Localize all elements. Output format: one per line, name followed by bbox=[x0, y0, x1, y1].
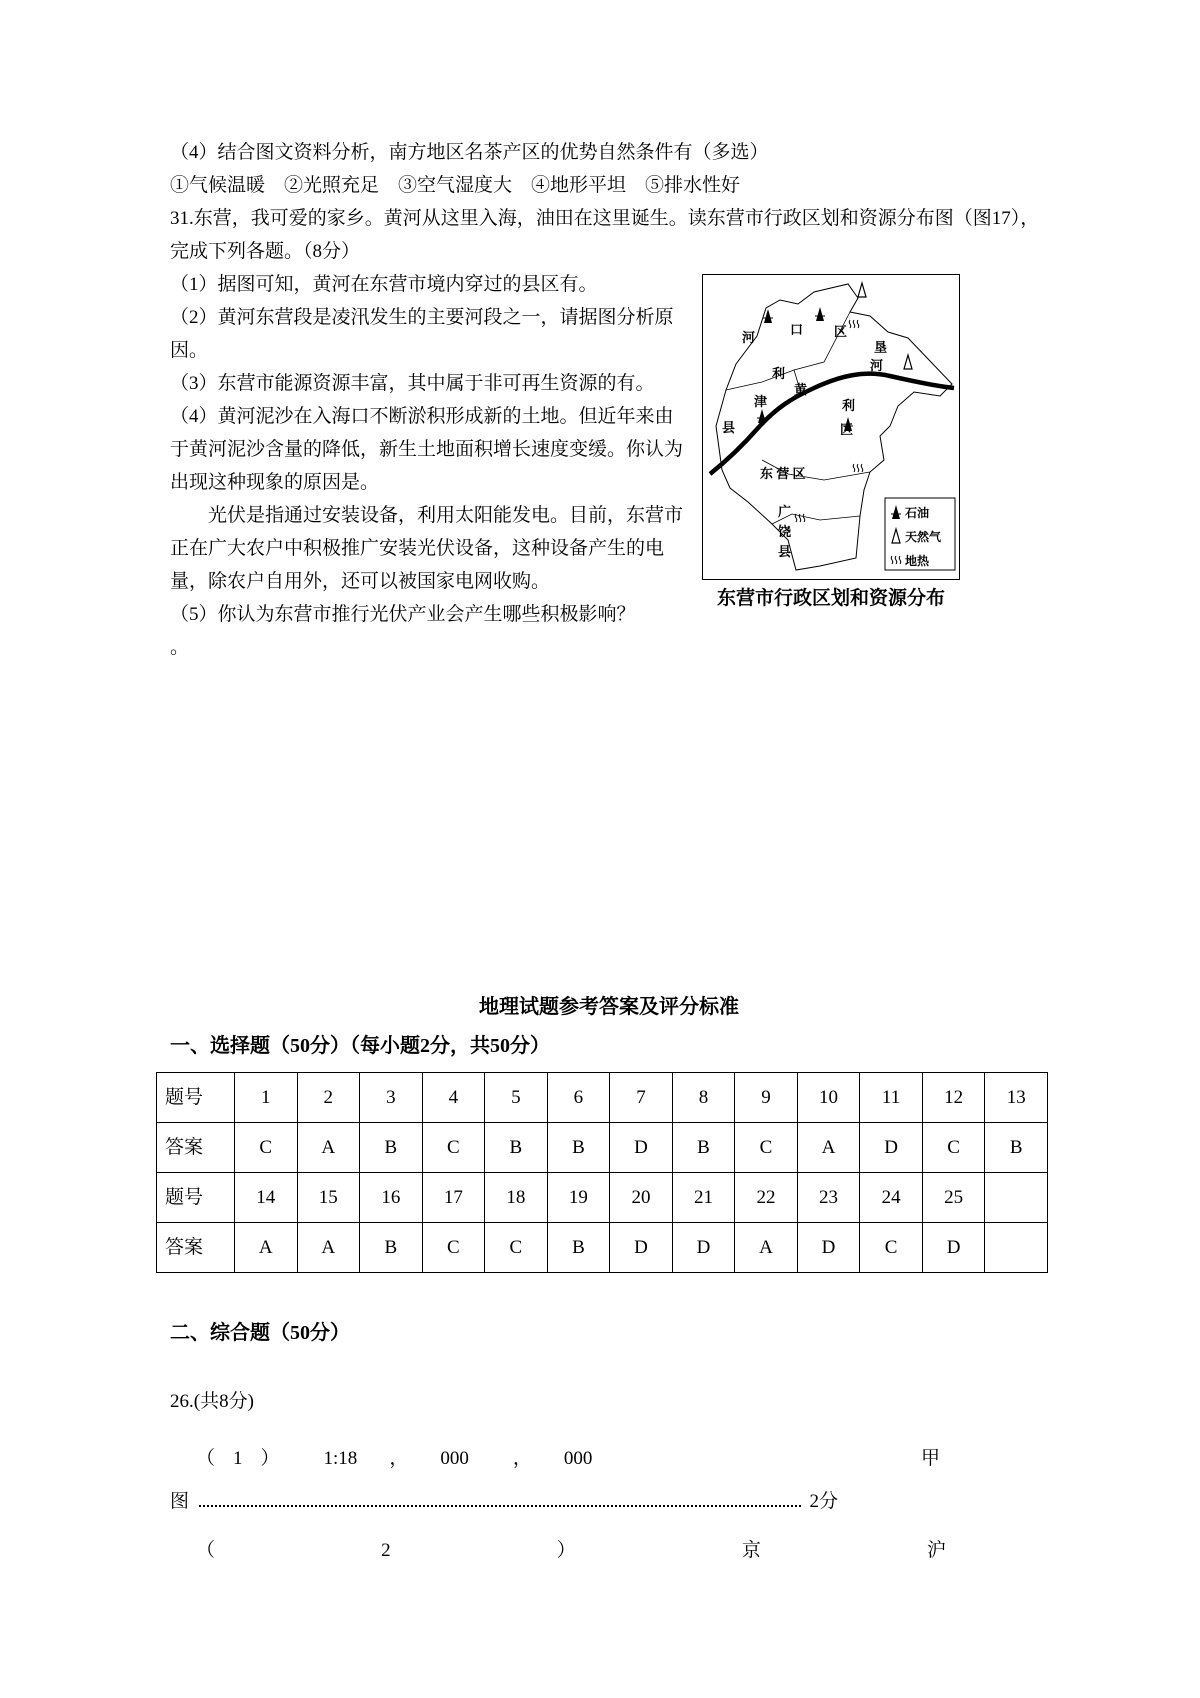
answer-text: 1 bbox=[233, 1448, 243, 1469]
question-30-4-text: （4）结合图文资料分析，南方地区名茶产区的优势自然条件有（多选） bbox=[170, 142, 769, 163]
map-caption: 东营市行政区划和资源分布 bbox=[716, 588, 945, 609]
answer-text: 京 bbox=[741, 1540, 761, 1561]
legend-gas-label: 天然气 bbox=[905, 530, 942, 544]
label-guangrao-guang: 广 bbox=[778, 504, 792, 519]
label-lijin-jin: 津 bbox=[754, 394, 768, 409]
label-dongying-qu: 东 营 区 bbox=[760, 466, 806, 481]
table-cell: D bbox=[797, 1223, 860, 1273]
label-kenli-qu: 区 bbox=[840, 422, 854, 437]
dongying-map bbox=[702, 274, 960, 580]
answer-text: 图 bbox=[170, 1491, 190, 1512]
label-hekou-he: 河 bbox=[742, 330, 756, 345]
answer-text: 2 bbox=[381, 1540, 391, 1561]
label-lijin-li: 利 bbox=[772, 366, 786, 381]
table-cell: 15 bbox=[297, 1173, 360, 1223]
table-cell: A bbox=[297, 1223, 360, 1273]
table-cell: 5 bbox=[485, 1073, 548, 1123]
section2-heading: 二、综合题（50分） bbox=[170, 1322, 350, 1344]
question-31-sub5: （5）你认为东营市推行光伏产业会产生哪些积极影响？ bbox=[170, 604, 636, 625]
table-cell: D bbox=[610, 1223, 673, 1273]
label-guangrao-rao: 饶 bbox=[778, 524, 792, 539]
table-cell: C bbox=[922, 1123, 985, 1173]
table-cell: 2 bbox=[297, 1073, 360, 1123]
table-row bbox=[157, 1073, 1048, 1123]
question-31-intro: 31.东营，我可爱的家乡。黄河从这里入海，油田在这里诞生。读东营市行政区划和资源分布图（图17），完成下列各题。（8分） bbox=[170, 208, 1040, 262]
table-cell: 7 bbox=[610, 1073, 673, 1123]
question-31-trailing-period: 。 bbox=[170, 637, 190, 658]
table-cell: B bbox=[547, 1223, 610, 1273]
table-cell: D bbox=[672, 1223, 735, 1273]
table-cell: 24 bbox=[860, 1173, 923, 1223]
table-cell: B bbox=[672, 1123, 735, 1173]
table-cell: B bbox=[360, 1223, 423, 1273]
table-cell: 14 bbox=[235, 1173, 298, 1223]
table-cell: C bbox=[485, 1223, 548, 1273]
table-cell: 4 bbox=[422, 1073, 485, 1123]
table-cell: 9 bbox=[735, 1073, 798, 1123]
table-cell: D bbox=[860, 1123, 923, 1173]
question-31-sub4: （4）黄河泥沙在入海口不断淤积形成新的土地。但近年来由于黄河泥沙含量的降低，新生土地面积增长速度变缓。你认为出现这种现象的原因是。 bbox=[170, 406, 684, 493]
table-cell: D bbox=[922, 1223, 985, 1273]
table-cell: 3 bbox=[360, 1073, 423, 1123]
table-cell: A bbox=[797, 1123, 860, 1173]
question-31-pv-paragraph: 光伏是指通过安装设备，利用太阳能发电。目前，东营市正在广大农户中积极推广安装光伏设备，这种设备产生的电量，除农户自用外，还可以被国家电网收购。 bbox=[170, 505, 684, 592]
legend-oil-label: 石油 bbox=[905, 506, 930, 520]
table-row bbox=[157, 1173, 1048, 1223]
answer-text: ） bbox=[260, 1448, 280, 1469]
legend-geothermal-label: 地热 bbox=[905, 554, 930, 568]
label-kenli-ken: 垦 bbox=[874, 340, 888, 355]
table-cell: B bbox=[985, 1123, 1048, 1173]
table-cell bbox=[985, 1223, 1048, 1273]
table-cell: A bbox=[235, 1223, 298, 1273]
table-cell: B bbox=[485, 1123, 548, 1173]
answer-text: ， bbox=[512, 1448, 532, 1469]
label-kenli-li: 利 bbox=[842, 398, 856, 413]
table-cell: A bbox=[297, 1123, 360, 1173]
table-cell: C bbox=[422, 1123, 485, 1173]
dotted-leader bbox=[199, 1505, 801, 1507]
table-cell: C bbox=[235, 1123, 298, 1173]
table-row bbox=[157, 1123, 1048, 1173]
table-cell: C bbox=[735, 1123, 798, 1173]
answer-26-1-line bbox=[170, 1442, 1048, 1475]
table-cell: 1 bbox=[235, 1073, 298, 1123]
dongying-map-figure bbox=[702, 274, 960, 612]
table-cell: 11 bbox=[860, 1073, 923, 1123]
table-cell: 17 bbox=[422, 1173, 485, 1223]
label-hekou-qu: 区 bbox=[834, 324, 848, 339]
score-label: 2分 bbox=[809, 1491, 838, 1512]
table-cell: B bbox=[360, 1123, 423, 1173]
table-cell: 13 bbox=[985, 1073, 1048, 1123]
table-cell: D bbox=[610, 1123, 673, 1173]
question-31-sub3: （3）东营市能源资源丰富，其中属于非可再生资源的有。 bbox=[170, 373, 655, 394]
answer-text: 000 bbox=[440, 1448, 469, 1469]
table-cell: 18 bbox=[485, 1173, 548, 1223]
table-cell: 19 bbox=[547, 1173, 610, 1223]
answer-key-section bbox=[165, 664, 1048, 1567]
label-lijin-xian: 县 bbox=[722, 420, 736, 435]
table-cell: 25 bbox=[922, 1173, 985, 1223]
answer-26-1-continued-line bbox=[170, 1485, 838, 1518]
table-cell: 题号 bbox=[157, 1173, 235, 1223]
table-cell bbox=[985, 1173, 1048, 1223]
answer-text: （ bbox=[196, 1448, 216, 1469]
question-30-4-options: ①气候温暖 ②光照充足 ③空气湿度大 ④地形平坦 ⑤排水性好 bbox=[170, 175, 741, 196]
table-row bbox=[157, 1223, 1048, 1273]
table-cell: 21 bbox=[672, 1173, 735, 1223]
table-cell: 23 bbox=[797, 1173, 860, 1223]
section1-heading: 一、选择题（50分）（每小题2分，共50分） bbox=[170, 1035, 550, 1057]
table-cell: A bbox=[735, 1223, 798, 1273]
table-cell: 8 bbox=[672, 1073, 735, 1123]
label-guangrao-xian: 县 bbox=[778, 544, 792, 559]
answer-text: 1:18 bbox=[323, 1448, 358, 1469]
table-cell: 题号 bbox=[157, 1073, 235, 1123]
question-31-sub2: （2）黄河东营段是凌汛发生的主要河段之一，请据图分析原因。 bbox=[170, 307, 674, 361]
label-hekou-kou: 口 bbox=[790, 322, 804, 337]
answer-text: 沪 bbox=[926, 1540, 946, 1561]
answer-text: ， bbox=[389, 1448, 409, 1469]
table-cell: B bbox=[547, 1123, 610, 1173]
question-26-heading: 26.(共8分) bbox=[170, 1391, 254, 1412]
table-cell: 6 bbox=[547, 1073, 610, 1123]
answer-text: ） bbox=[556, 1540, 576, 1561]
table-cell: 答案 bbox=[157, 1223, 235, 1273]
answer-key-title: 地理试题参考答案及评分标准 bbox=[479, 996, 739, 1018]
answer-key-table bbox=[156, 1072, 1048, 1273]
map-legend bbox=[885, 498, 955, 570]
table-cell: 20 bbox=[610, 1173, 673, 1223]
table-cell: 答案 bbox=[157, 1123, 235, 1173]
table-cell: 10 bbox=[797, 1073, 860, 1123]
table-cell: C bbox=[860, 1223, 923, 1273]
table-cell: C bbox=[422, 1223, 485, 1273]
answer-26-2-line bbox=[170, 1534, 1048, 1567]
table-cell: 12 bbox=[922, 1073, 985, 1123]
answer-text: 000 bbox=[563, 1448, 593, 1469]
label-river-huang: 黄 bbox=[794, 382, 808, 397]
answer-text: （ bbox=[196, 1540, 216, 1561]
table-cell: 22 bbox=[735, 1173, 798, 1223]
answer-text: 甲 bbox=[920, 1448, 940, 1469]
question-31-sub1: （1）据图可知，黄河在东营市境内穿过的县区有。 bbox=[170, 274, 598, 295]
label-river-he: 河 bbox=[870, 358, 884, 373]
table-cell: 16 bbox=[360, 1173, 423, 1223]
